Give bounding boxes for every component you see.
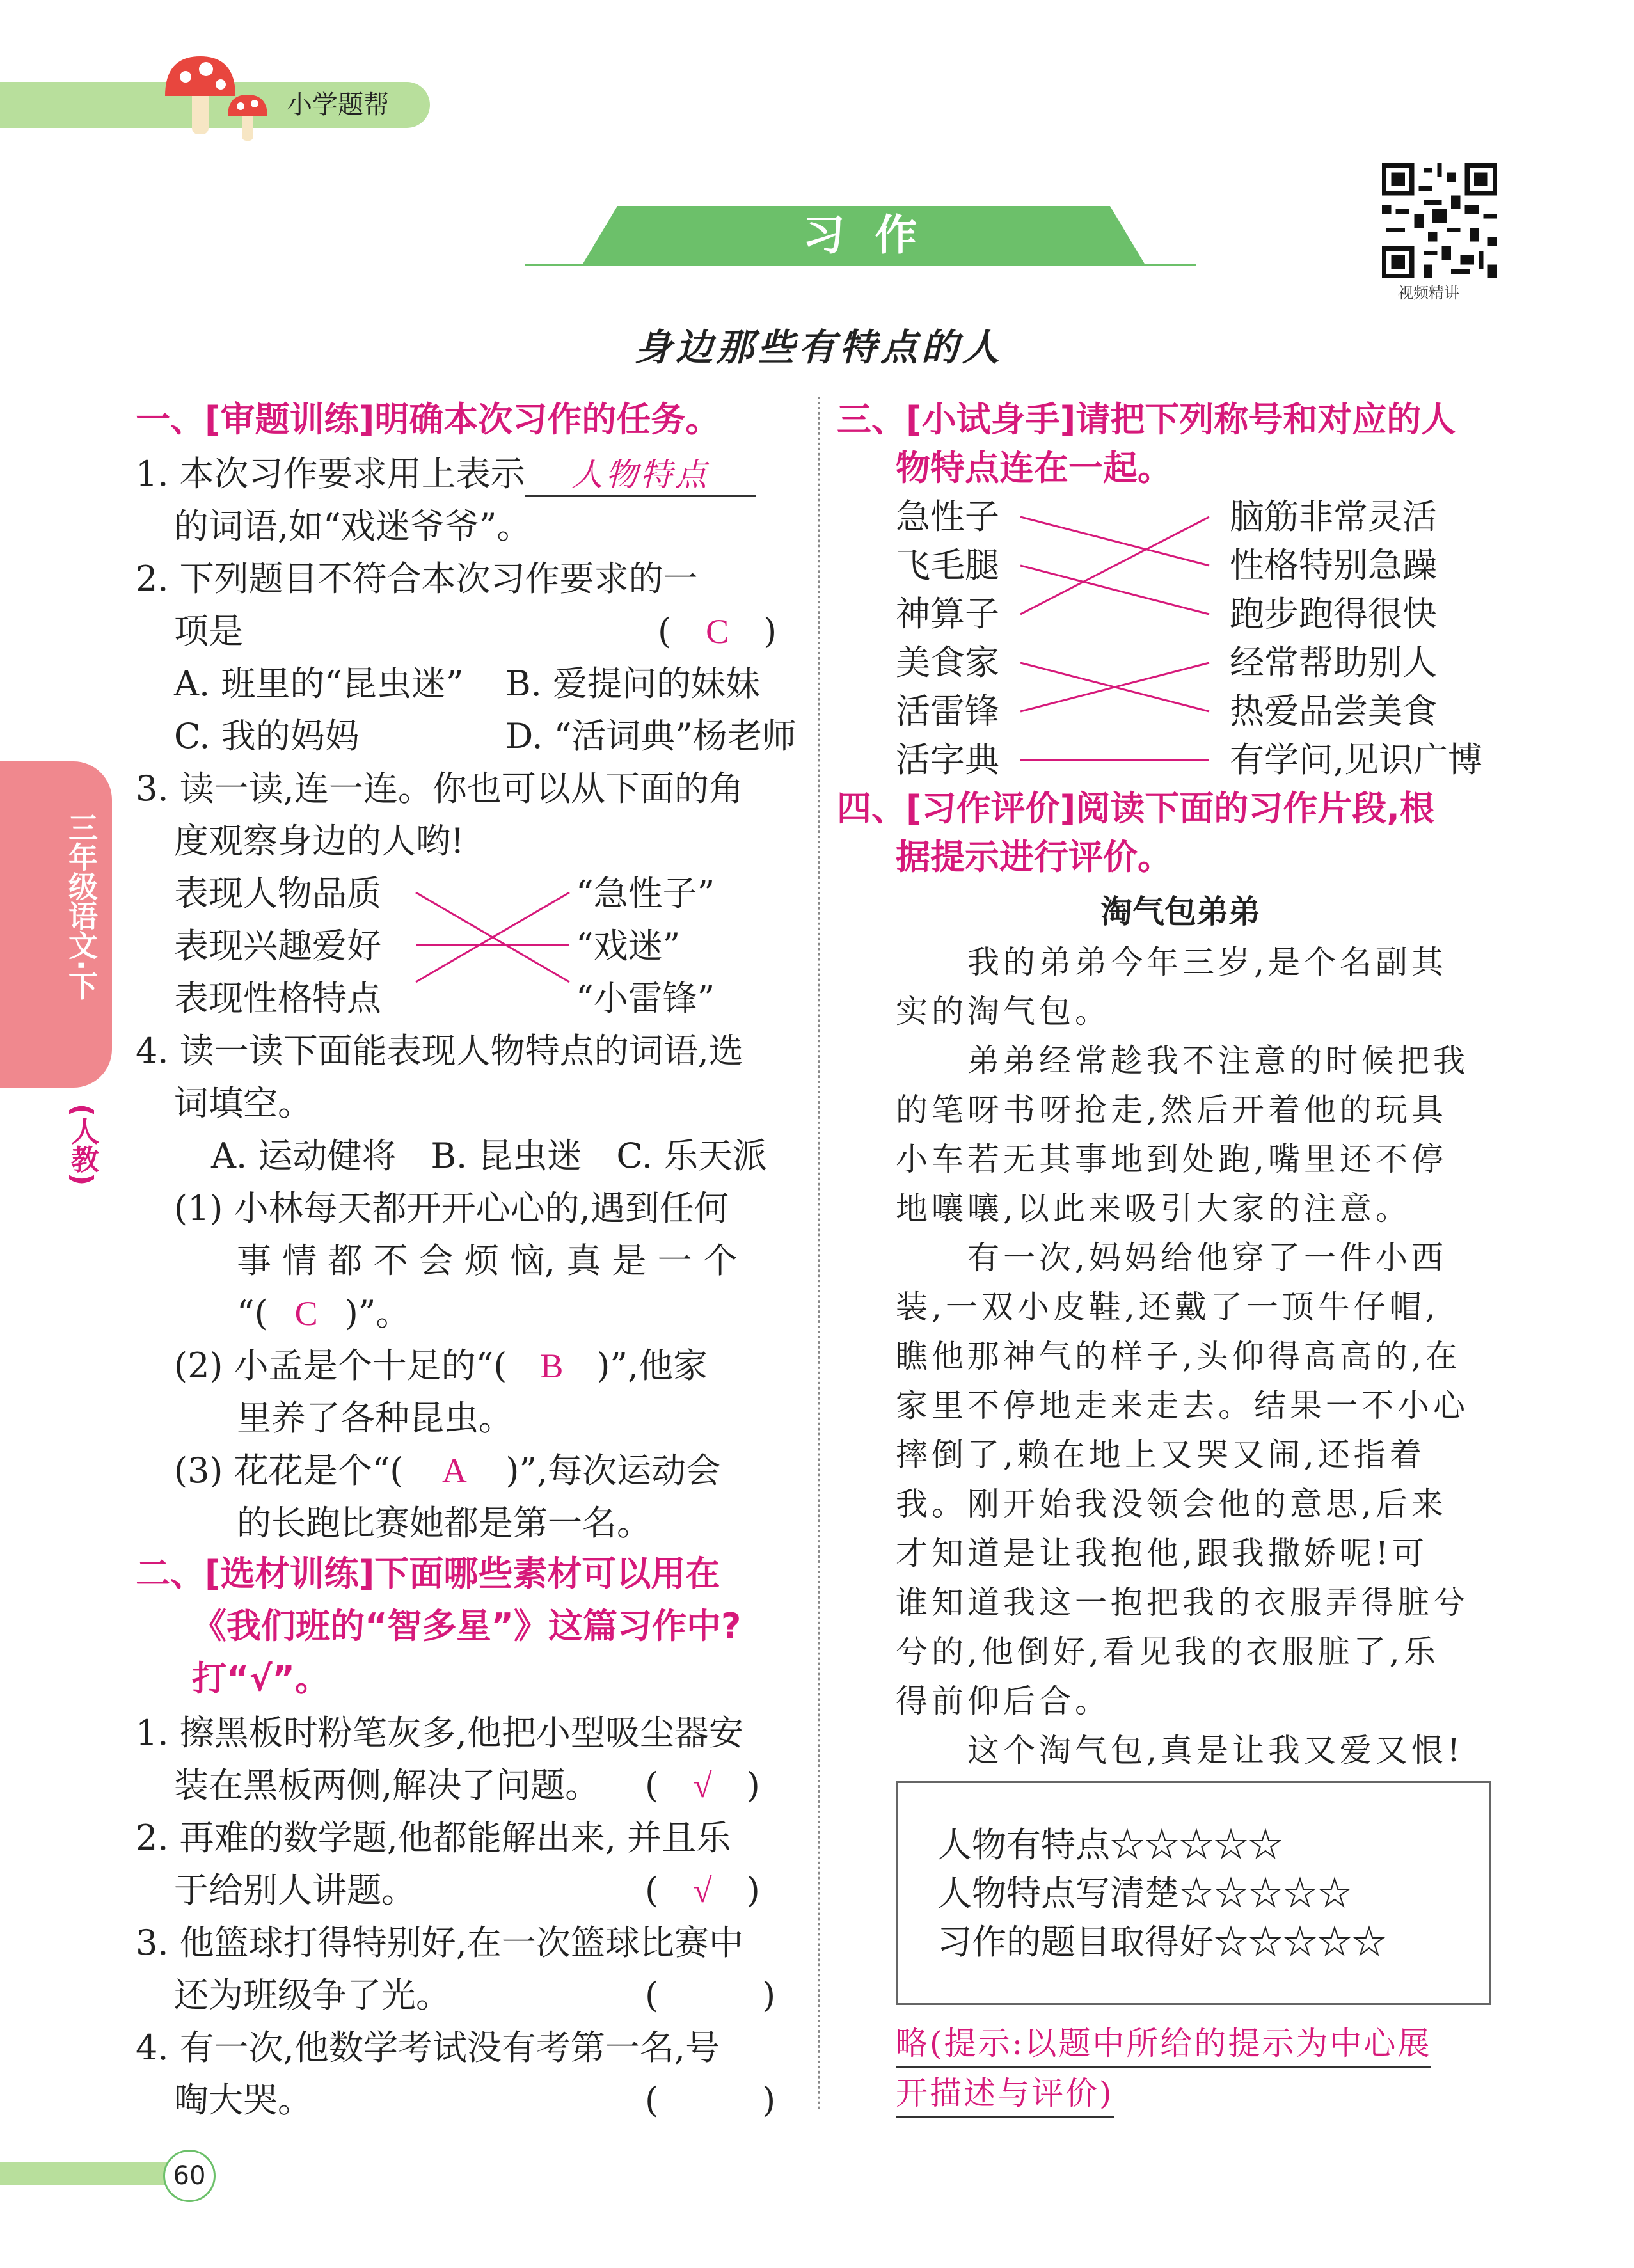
story-line: 摔倒了,赖在地上又哭又闹,还指着 [896,1436,1425,1473]
sec2-title-line2: 《我们班的“智多星”》这篇习作中? [192,1606,742,1646]
sec3-left-4: 美食家 [896,642,999,683]
sec2-item3-line1: 3. 他篮球打得特别好,在一次篮球比赛中 [136,1923,743,1963]
story-line: 有一次,妈妈给他穿了一件小西 [896,1239,1447,1276]
q2-answer-paren[interactable]: ( C ) [658,611,777,651]
sec2-item4-check[interactable]: ( ) [645,2080,776,2120]
q2-option-c: C. 我的妈妈 [174,716,360,756]
story-line: 我的弟弟今年三岁,是个名副其 [896,944,1447,981]
sec3-right-4: 经常帮助别人 [1230,642,1437,683]
sec1-q2-line2: 项是 [174,611,243,651]
sec3-right-1: 脑筋非常灵活 [1230,496,1437,537]
sec3-line-1 [1020,517,1209,566]
sec2-item1-check[interactable]: ( √ ) [645,1765,760,1805]
sec3-right-3: 跑步跑得很快 [1230,594,1437,634]
q4-s2-line1[interactable]: (2) 小孟是个十足的“( B )”,他家 [174,1345,708,1386]
sec2-item4-line1: 4. 有一次,他数学考试没有考第一名,号 [136,2027,720,2068]
q4-s3-line2: 的长跑比赛她都是第一名。 [237,1503,651,1543]
criteria-1: 人物有特点☆☆☆☆☆ [937,1825,1283,1865]
edition-label: (人教) [66,1104,99,1186]
sec3-matching-lines [1017,505,1216,768]
story-line: 这个淘气包,真是让我又爱又恨! [896,1732,1464,1769]
sec1-title: 一、[审题训练]明确本次习作的任务。 [136,399,720,440]
q3-left-2: 表现兴趣爱好 [174,926,381,966]
story-line: 家里不停地走来走去。结果一不小心 [896,1387,1469,1424]
q3-right-1: “急性子” [576,873,715,914]
sec2-title-line3: 打“√”。 [192,1658,329,1699]
story-line: 小车若无其事地到处跑,嘴里还不停 [896,1141,1447,1178]
sec3-left-5: 活雷锋 [896,691,999,731]
sec3-line-3 [1020,517,1209,614]
q3-right-2: “戏迷” [576,926,681,966]
sec2-item1-line1: 1. 擦黑板时粉笔灰多,他把小型吸尘器安 [136,1713,743,1753]
sec3-left-3: 神算子 [896,594,999,634]
q4-s1-line3[interactable]: “( C )”。 [237,1293,411,1333]
sec3-right-5: 热爱品尝美食 [1230,691,1437,731]
footer-band [0,2162,173,2185]
mushroom-logo-icon [160,51,282,147]
sec3-title-line2: 物特点连在一起。 [896,448,1172,488]
q3-matching-lines [409,883,576,998]
q3-left-3: 表现性格特点 [174,978,381,1019]
page-subtitle: 身边那些有特点的人 [634,326,1003,369]
q3-left-1: 表现人物品质 [174,873,381,914]
story-line: 装,一双小皮鞋,还戴了一顶牛仔帽, [896,1289,1440,1326]
qr-caption: 视频精讲 [1398,284,1459,302]
column-divider [818,397,820,2111]
sec2-item3-line2: 还为班级争了光。 [174,1975,450,2015]
brand-label: 小学题帮 [287,90,389,120]
sec3-left-6: 活字典 [896,740,999,780]
story-line: 我。刚开始我没领会他的意思,后来 [896,1486,1447,1523]
sec1-q3-line1: 3. 读一读,连一连。你也可以从下面的角 [136,768,743,809]
grade-label: 三年级语文·下 [64,813,99,1001]
story-line: 谁知道我这一抱把我的衣服弄得脏兮 [896,1584,1469,1621]
sec1-q1-line1: 1. 本次习作要求用上表示 人物特点 [136,448,756,500]
sec2-item3-check[interactable]: ( ) [645,1975,776,2015]
sec1-q4-line1: 4. 读一读下面能表现人物特点的词语,选 [136,1031,743,1071]
q4-s3-line1[interactable]: (3) 花花是个“( A )”,每次运动会 [174,1450,721,1491]
sec4-title-line2: 据提示进行评价。 [896,837,1172,877]
story-line: 的笔呀书呀抢走,然后开着他的玩具 [896,1091,1447,1129]
sec3-left-1: 急性子 [896,496,999,537]
story-line: 地嚷嚷,以此来吸引大家的注意。 [896,1190,1411,1227]
criteria-2: 人物特点写清楚☆☆☆☆☆ [937,1873,1352,1914]
story-line: 弟弟经常趁我不注意的时候把我 [896,1042,1469,1079]
section-title: 习 作 [802,210,925,260]
q4-options: A. 运动健将 B. 昆虫迷 C. 乐天派 [211,1136,768,1176]
sec2-item2-check[interactable]: ( √ ) [645,1870,760,1910]
sec2-item2-line2: 于给别人讲题。 [174,1870,416,1910]
q2-option-b: B. 爱提问的妹妹 [505,663,761,704]
sec3-title-line1: 三、[小试身手]请把下列称号和对应的人 [837,399,1456,440]
q4-s1-line1: (1) 小林每天都开开心心的,遇到任何 [174,1188,729,1228]
sec1-q1-line2: 的词语,如“戏迷爷爷”。 [174,506,532,546]
story-line: 兮的,他倒好,看见我的衣服脏了,乐 [896,1633,1440,1670]
sec2-title-line1: 二、[选材训练]下面哪些素材可以用在 [136,1553,720,1594]
story-line: 才知道是让我抱他,跟我撒娇呢!可 [896,1535,1428,1572]
criteria-3: 习作的题目取得好☆☆☆☆☆ [937,1922,1386,1962]
sec1-q3-line2: 度观察身边的人哟! [174,821,464,861]
sec4-answer-line1: 略(提示:以题中所给的提示为中心展 [896,2020,1431,2068]
sec1-q4-line2: 词填空。 [174,1083,312,1123]
story-line: 实的淘气包。 [896,993,1111,1030]
sec1-q2-line1: 2. 下列题目不符合本次习作要求的一 [136,559,698,599]
sec3-right-2: 性格特别急躁 [1230,545,1437,585]
story-title: 淘气包弟弟 [1100,893,1260,930]
qr-code[interactable] [1382,163,1497,278]
sec2-item1-line2: 装在黑板两侧,解决了问题。 [174,1765,600,1805]
story-line: 得前仰后合。 [896,1683,1111,1720]
sec3-right-6: 有学问,见识广博 [1230,740,1483,780]
sec4-answer-line2: 开描述与评价) [896,2070,1114,2118]
q2-option-a: A. 班里的“昆虫迷” [174,663,464,704]
sec2-item4-line2: 啕大哭。 [174,2080,312,2120]
sec4-title-line1: 四、[习作评价]阅读下面的习作片段,根 [837,788,1434,829]
q4-s2-line2: 里养了各种昆虫。 [237,1398,513,1438]
sec3-line-2 [1020,566,1209,614]
q1-answer-blank[interactable]: 人物特点 [525,454,756,497]
story-line: 瞧他那神气的样子,头仰得高高的,在 [896,1338,1461,1375]
page-number: 60 [163,2150,216,2202]
q4-s1-line2: 事 情 都 不 会 烦 恼, 真 是 一 个 [237,1241,738,1281]
sec3-left-2: 飞毛腿 [896,545,999,585]
sec2-item2-line1: 2. 再难的数学题,他都能解出来, 并且乐 [136,1818,731,1858]
q2-option-d: D. “活词典”杨老师 [505,716,797,756]
story-body [896,938,1503,1775]
q3-right-3: “小雷锋” [576,978,715,1019]
